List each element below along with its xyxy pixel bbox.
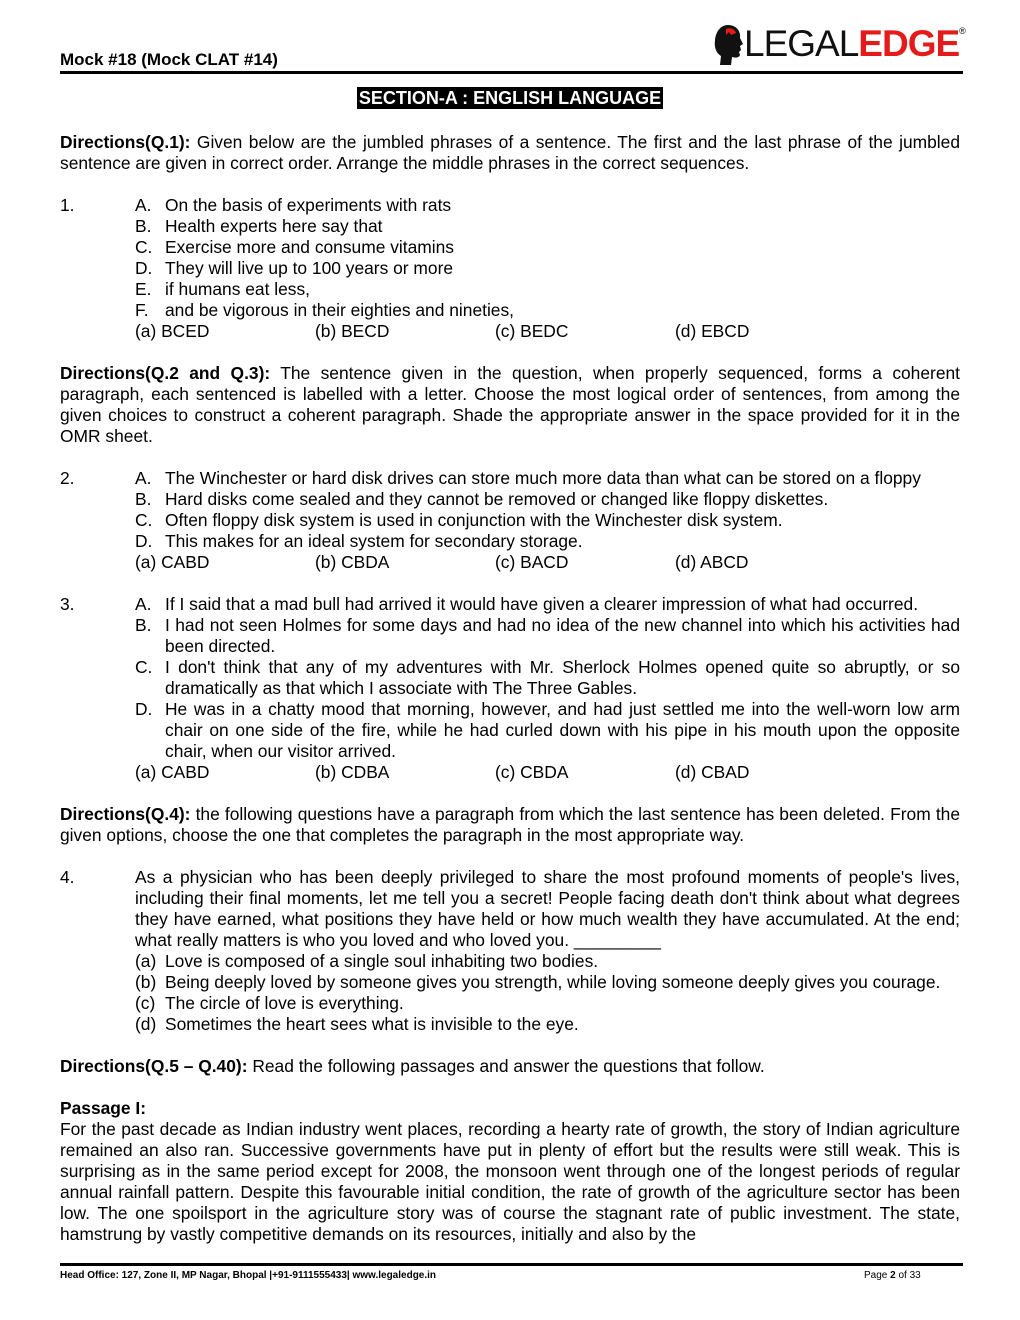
option-letter: (c) — [135, 993, 156, 1013]
option-letter: (a) — [135, 951, 157, 971]
option: (a) CABD — [135, 552, 210, 572]
answer-options — [135, 762, 960, 783]
question-number: 3. — [60, 594, 75, 614]
directions-text: Read the following passages and answer the questions that follow. — [247, 1056, 765, 1076]
item-letter: B. — [135, 489, 152, 509]
header-rule — [60, 71, 963, 74]
question-4 — [60, 867, 960, 1035]
head-silhouette-icon — [714, 23, 744, 65]
option-text: Being deeply loved by someone gives you strength, while loving someone deeply gives you courage. — [165, 972, 941, 992]
item — [135, 300, 960, 321]
item-letter: B. — [135, 216, 152, 236]
passage-1 — [60, 1098, 960, 1245]
item — [135, 237, 960, 258]
item — [135, 615, 960, 657]
question-number: 4. — [60, 867, 75, 887]
option: (d) EBCD — [675, 321, 750, 341]
item-text: I had not seen Holmes for some days and had no idea of the new channel into which his activities had been directed. — [165, 615, 960, 656]
directions-text: the following questions have a paragraph from which the last sentence has been deleted. From the given options, choose the one that completes the paragraph in the most appropriate way. — [60, 804, 960, 845]
option — [135, 951, 960, 972]
item — [135, 531, 960, 552]
item-text: This makes for an ideal system for secondary storage. — [165, 531, 583, 551]
section-title: SECTION-A : ENGLISH LANGUAGE — [358, 88, 662, 108]
item-letter: D. — [135, 531, 153, 551]
option: (c) BACD — [495, 552, 569, 572]
item-text: Often floppy disk system is used in conjunction with the Winchester disk system. — [165, 510, 783, 530]
page-prefix: Page — [864, 1270, 891, 1281]
option-text: Sometimes the heart sees what is invisible to the eye. — [165, 1014, 579, 1034]
directions-text: Given below are the jumbled phrases of a sentence. The first and the last phrase of the jumbled sentence are given in correct order. Arrange the middle phrases in the correct sequences. — [60, 132, 960, 173]
item-letter: C. — [135, 510, 153, 530]
option: (a) BCED — [135, 321, 210, 341]
option — [135, 972, 960, 993]
option: (b) BECD — [315, 321, 390, 341]
item-text: On the basis of experiments with rats — [165, 195, 452, 215]
legaledge-logo — [714, 22, 965, 66]
item-letter: E. — [135, 279, 152, 299]
item-letter: B. — [135, 615, 152, 635]
directions-label: Directions(Q.2 and Q.3): — [60, 363, 271, 383]
item-text: and be vigorous in their eighties and nineties, — [165, 300, 515, 320]
option: (c) CBDA — [495, 762, 569, 782]
passage-title: Passage I: — [60, 1098, 147, 1118]
item-letter: A. — [135, 468, 152, 488]
item-text: if humans eat less, — [165, 279, 310, 299]
directions-q1 — [60, 132, 960, 174]
mock-title: Mock #18 (Mock CLAT #14) — [60, 50, 278, 69]
option-letter: (d) — [135, 1014, 157, 1034]
item — [135, 216, 960, 237]
item-letter: A. — [135, 594, 152, 614]
item — [135, 279, 960, 300]
item-letter: A. — [135, 195, 152, 215]
item — [135, 468, 960, 489]
item-text: Hard disks come sealed and they cannot be removed or changed like floppy diskettes. — [165, 489, 829, 509]
option-text: The circle of love is everything. — [165, 993, 404, 1013]
item-text: I don't think that any of my adventures with Mr. Sherlock Holmes opened quite so abruptly, or so dramatically as that which I associate with The Three Gables. — [165, 657, 960, 698]
option-letter: (b) — [135, 972, 157, 992]
directions-label: Directions(Q.4): — [60, 804, 191, 824]
item — [135, 657, 960, 699]
option-text: Love is composed of a single soul inhabiting two bodies. — [165, 951, 599, 971]
question-number: 1. — [60, 195, 75, 215]
item-text: The Winchester or hard disk drives can store much more data than what can be stored on a floppy — [165, 468, 921, 488]
item-letter: F. — [135, 300, 149, 320]
question-1 — [60, 195, 960, 342]
directions-q5-q40 — [60, 1056, 960, 1077]
option — [135, 993, 960, 1014]
item — [135, 594, 960, 615]
registered-mark: ® — [959, 26, 965, 36]
item-text: Exercise more and consume vitamins — [165, 237, 454, 257]
answer-options — [135, 552, 960, 573]
logo-text-legal: LEGAL — [744, 23, 859, 64]
answer-options — [135, 321, 960, 342]
page-current: 2 — [890, 1270, 896, 1281]
option: (b) CDBA — [315, 762, 390, 782]
item — [135, 489, 960, 510]
page-total: of 33 — [895, 1270, 921, 1281]
question-text: As a physician who has been deeply privileged to share the most profound moments of people's lives, including their final moments, let me tell you a secret! People facing death don't think about what degrees they have earned, what positions they have held or how much wealth they have accumulated. At the end; what really matters is who you loved and who loved you. _________ — [135, 867, 960, 950]
item-text: If I said that a mad bull had arrived it would have given a clearer impression of what had occurred. — [165, 594, 919, 614]
question-number: 2. — [60, 468, 75, 488]
option — [135, 1014, 960, 1035]
footer-address: Head Office: 127, Zone II, MP Nagar, Bhopal |+91-9111555433| www.legaledge.in — [60, 1270, 437, 1281]
logo-text-edge: EDGE — [858, 23, 960, 64]
item — [135, 195, 960, 216]
footer-rule — [60, 1263, 963, 1266]
item-letter: C. — [135, 237, 153, 257]
content — [60, 132, 960, 1266]
section-heading — [0, 88, 1020, 109]
item-letter: C. — [135, 657, 153, 677]
item — [135, 258, 960, 279]
option: (c) BEDC — [495, 321, 569, 341]
directions-label: Directions(Q.5 – Q.40): — [60, 1056, 248, 1076]
item-text: He was in a chatty mood that morning, however, and had just settled me into the well-worn low arm chair on one side of the fire, while he had curled down with his pipe in his mouth upon the opposite chair, when our visitor arrived. — [165, 699, 960, 761]
option: (d) ABCD — [675, 552, 749, 572]
option: (a) CABD — [135, 762, 210, 782]
directions-label: Directions(Q.1): — [60, 132, 191, 152]
question-3 — [60, 594, 960, 783]
item-letter: D. — [135, 699, 153, 719]
item — [135, 510, 960, 531]
question-2 — [60, 468, 960, 573]
option: (b) CBDA — [315, 552, 390, 572]
item — [135, 699, 960, 762]
item-letter: D. — [135, 258, 153, 278]
passage-text: For the past decade as Indian industry went places, recording a hearty rate of growth, the story of Indian agriculture remained an also ran. Successive governments have put in plenty of effort but the results were still weak. This is surprising as in the same period except for 2008, the monsoon went through one of the longest periods of regular annual rainfall pattern. Despite this favourable initial condition, the rate of growth of the agriculture sector has been low. The one spoilsport in the agriculture story was of course the stagnant rate of public investment. The state, hamstrung by vastly competitive demands on its resources, initially and also by the — [60, 1119, 960, 1244]
page-number — [864, 1270, 921, 1281]
item-text: They will live up to 100 years or more — [165, 258, 454, 278]
item-text: Health experts here say that — [165, 216, 383, 236]
directions-q2-q3 — [60, 363, 960, 447]
directions-q4 — [60, 804, 960, 846]
directions-text: The sentence given in the question, when properly sequenced, forms a coherent paragraph, each sentenced is labelled with a letter. Choose the most logical order of sentences, from among the given choices to construct a coherent paragraph. Shade the appropriate answer in the space provided for it in the OMR sheet. — [60, 363, 960, 446]
option: (d) CBAD — [675, 762, 750, 782]
